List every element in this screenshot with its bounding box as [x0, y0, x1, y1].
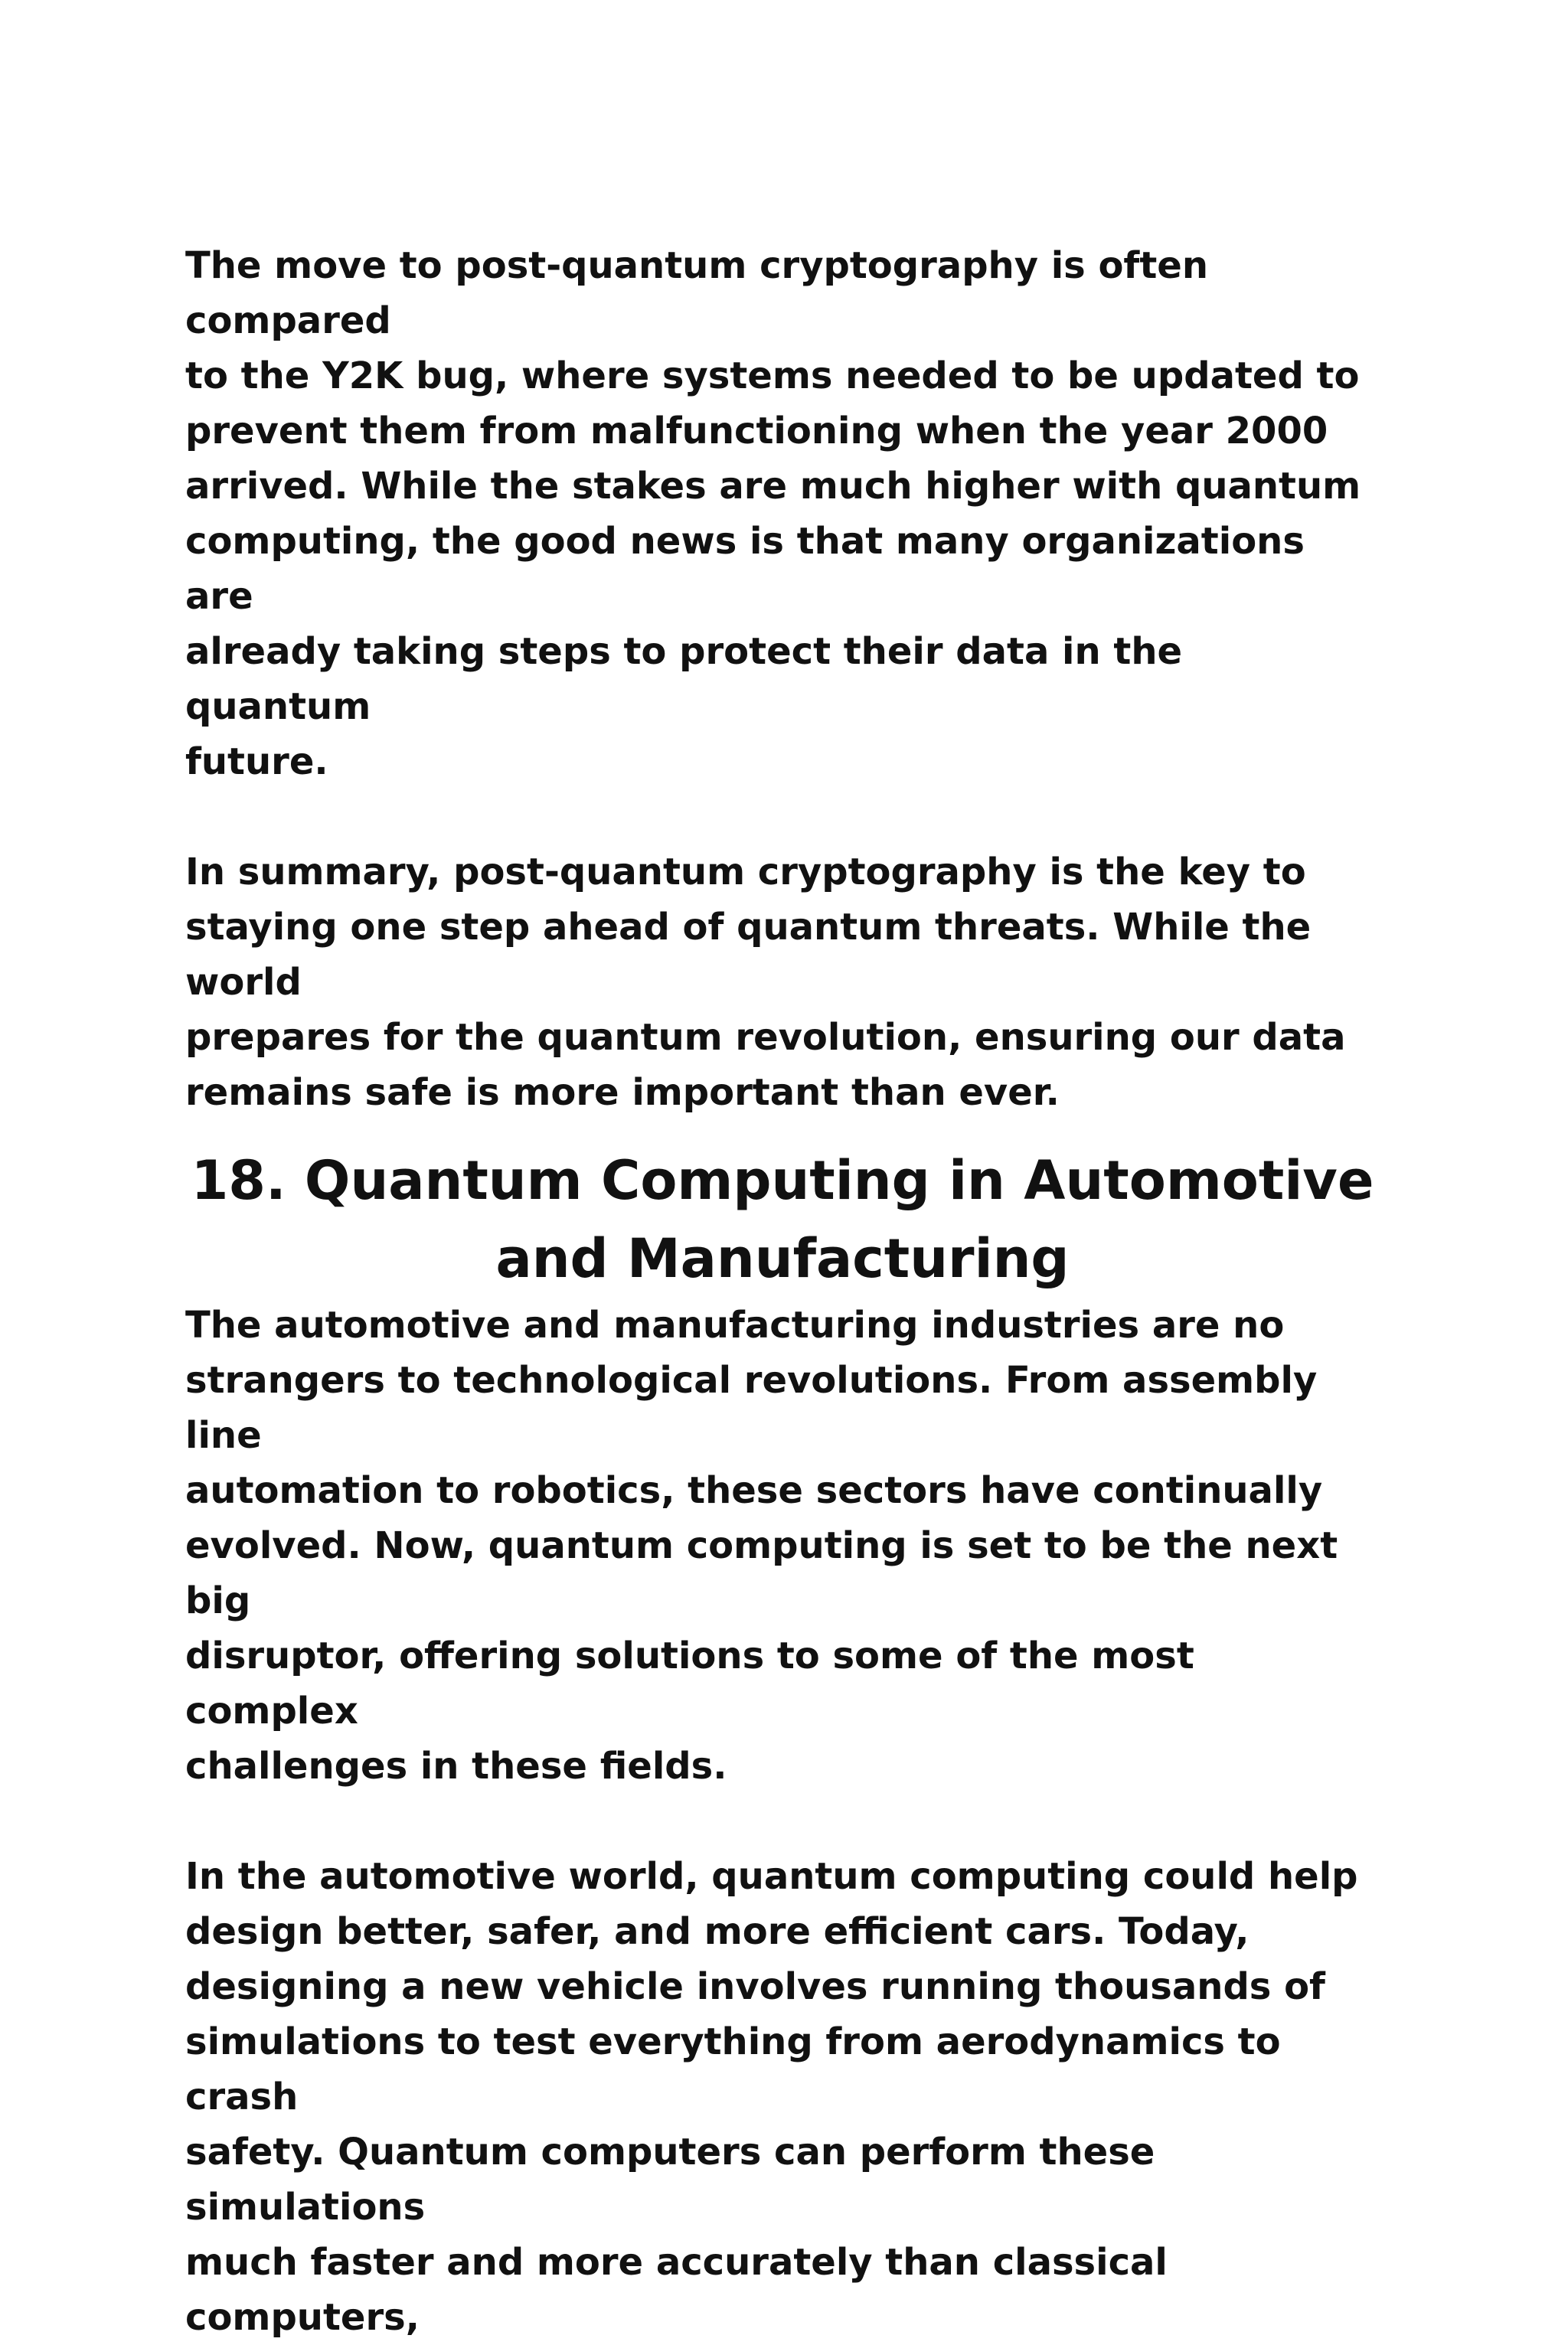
- paragraph-automotive-design: In the automotive world, quantum computing could help design better, safer, and more efficient cars. Today, designing a new vehicle involves running thousands of simulations to test everything from aerodynamics to crash safety. Quantum computers can perform these simulations much faster and more accurately than classical computers,: [185, 1855, 1358, 2339]
- paragraph-y2k-comparison: The move to post-quantum cryptography is often compared to the Y2K bug, where systems needed to be updated to prevent them from malfunctioning when the year 2000 arrived. While the stakes are much higher with quantum computing, the good news is that many organizations are already taking steps to protect their data in the quantum future.: [185, 244, 1361, 783]
- paragraph-spacer: [185, 789, 1380, 844]
- paragraph-spacer: [185, 1794, 1380, 1849]
- section-heading: 18. Quantum Computing in Automotive and Manufacturing: [191, 1149, 1374, 1290]
- paragraph-industries-intro: The automotive and manufacturing industries are no strangers to technological revolutions. From assembly line automation to robotics, these sectors have continually evolved. Now, quantum computing is set to be the next big disruptor, offering solutions to some of the most complex challenges in these fields.: [185, 1304, 1338, 1788]
- paragraph-summary: In summary, post-quantum cryptography is the key to staying one step ahead of quantum threats. While the world prepares for the quantum revolution, ensuring our data remains safe is more important than ever.: [185, 851, 1346, 1114]
- document-body: [185, 238, 1380, 2345]
